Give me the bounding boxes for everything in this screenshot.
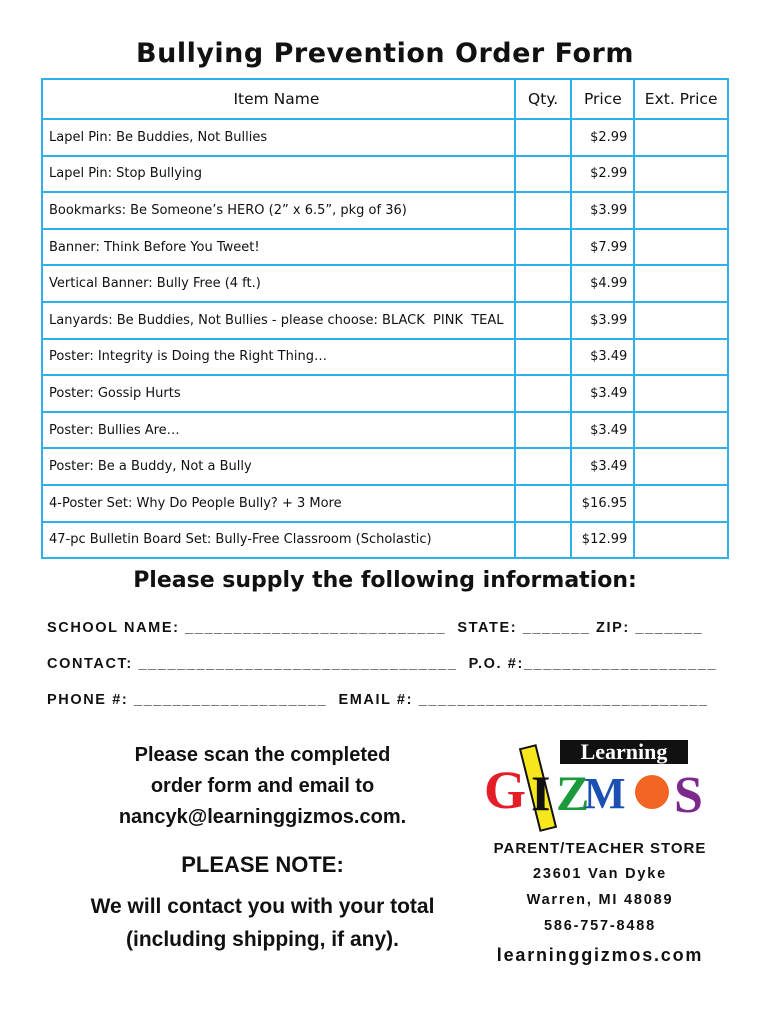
ext-price-field[interactable]: [634, 339, 728, 376]
store-website[interactable]: learninggizmos.com: [496, 945, 704, 965]
ext-price-field[interactable]: [634, 192, 728, 229]
qty-field[interactable]: [515, 485, 572, 522]
table-row: [42, 412, 728, 449]
qty-field[interactable]: [515, 522, 572, 559]
item-name: Poster: Bullies Are…: [42, 412, 515, 449]
table-row: [42, 522, 728, 559]
table-row: [42, 485, 728, 522]
store-address: 23601 Van Dyke: [532, 866, 668, 882]
qty-field[interactable]: [515, 339, 572, 376]
item-price: $2.99: [571, 156, 634, 193]
logo-letter: O: [638, 776, 666, 814]
item-price: $2.99: [571, 119, 634, 156]
qty-field[interactable]: [515, 156, 572, 193]
item-price: $4.99: [571, 265, 634, 302]
header-qty: Qty.: [515, 79, 572, 119]
phone-email-line[interactable]: PHONE #: ____________________ EMAIL #: ______________________________: [47, 692, 709, 708]
note-title: PLEASE NOTE:: [181, 852, 344, 877]
ext-price-field[interactable]: [634, 448, 728, 485]
store-city: Warren, MI 48089: [526, 892, 674, 908]
table-row: [42, 229, 728, 266]
item-price: $3.49: [571, 412, 634, 449]
item-name: Poster: Gossip Hurts: [42, 375, 515, 412]
info-heading: Please supply the following information:: [133, 568, 637, 593]
qty-field[interactable]: [515, 302, 572, 339]
qty-field[interactable]: [515, 448, 572, 485]
qty-field[interactable]: [515, 229, 572, 266]
logo-letter: I: [531, 765, 551, 821]
scan-line: Please scan the completed: [134, 744, 391, 766]
item-price: $3.49: [571, 375, 634, 412]
ext-price-field[interactable]: [634, 156, 728, 193]
header-ext-price: Ext. Price: [634, 79, 728, 119]
ext-price-field[interactable]: [634, 302, 728, 339]
contact-po-line[interactable]: CONTACT: _________________________________ P.O. #:____________________: [47, 656, 718, 672]
scan-instructions: [95, 740, 430, 833]
item-name: Lapel Pin: Stop Bullying: [42, 156, 515, 193]
table-row: [42, 192, 728, 229]
store-phone: 586-757-8488: [544, 918, 656, 934]
item-name: Poster: Be a Buddy, Not a Bully: [42, 448, 515, 485]
scan-line: order form and email to: [150, 775, 375, 797]
item-price: $16.95: [571, 485, 634, 522]
item-name: 47-pc Bulletin Board Set: Bully-Free Classroom (Scholastic): [42, 522, 515, 559]
table-row: [42, 448, 728, 485]
qty-field[interactable]: [515, 192, 572, 229]
header-item-name: Item Name: [42, 79, 515, 119]
item-name: Lanyards: Be Buddies, Not Bullies - please choose: BLACK PINK TEAL: [42, 302, 515, 339]
ext-price-field[interactable]: [634, 522, 728, 559]
item-price: $3.99: [571, 302, 634, 339]
item-name: Bookmarks: Be Someone’s HERO (2” x 6.5”, pkg of 36): [42, 192, 515, 229]
learning-gizmos-logo: [480, 740, 720, 835]
table-header-row: [42, 79, 728, 119]
item-price: $12.99: [571, 522, 634, 559]
note-line: (including shipping, if any).: [126, 928, 399, 951]
ext-price-field[interactable]: [634, 412, 728, 449]
ext-price-field[interactable]: [634, 119, 728, 156]
store-label: PARENT/TEACHER STORE: [493, 840, 707, 857]
form-title: Bullying Prevention Order Form: [136, 38, 634, 69]
item-price: $3.49: [571, 448, 634, 485]
ext-price-field[interactable]: [634, 265, 728, 302]
logo-letter: G: [484, 760, 527, 820]
item-price: $3.99: [571, 192, 634, 229]
order-table: [41, 78, 729, 559]
item-price: $3.49: [571, 339, 634, 376]
table-row: [42, 156, 728, 193]
item-name: 4-Poster Set: Why Do People Bully? + 3 More: [42, 485, 515, 522]
table-row: [42, 265, 728, 302]
ext-price-field[interactable]: [634, 375, 728, 412]
logo-letter: M: [584, 769, 626, 818]
logo-word: Learning: [580, 740, 668, 764]
item-price: $7.99: [571, 229, 634, 266]
qty-field[interactable]: [515, 119, 572, 156]
table-row: [42, 302, 728, 339]
qty-field[interactable]: [515, 375, 572, 412]
ext-price-field[interactable]: [634, 485, 728, 522]
qty-field[interactable]: [515, 265, 572, 302]
table-row: [42, 375, 728, 412]
item-name: Lapel Pin: Be Buddies, Not Bullies: [42, 119, 515, 156]
school-state-zip-line[interactable]: SCHOOL NAME: ___________________________ STATE: _______ ZIP: _______: [47, 620, 704, 636]
logo-letter: S: [674, 767, 703, 824]
note-body: [60, 890, 465, 956]
email-address: nancyk@learninggizmos.com.: [118, 806, 407, 828]
table-row: [42, 339, 728, 376]
item-name: Banner: Think Before You Tweet!: [42, 229, 515, 266]
ext-price-field[interactable]: [634, 229, 728, 266]
header-price: Price: [571, 79, 634, 119]
qty-field[interactable]: [515, 412, 572, 449]
logo-letter: Z: [556, 765, 590, 821]
table-row: [42, 119, 728, 156]
item-name: Poster: Integrity is Doing the Right Thing…: [42, 339, 515, 376]
note-line: We will contact you with your total: [90, 895, 435, 918]
item-name: Vertical Banner: Bully Free (4 ft.): [42, 265, 515, 302]
